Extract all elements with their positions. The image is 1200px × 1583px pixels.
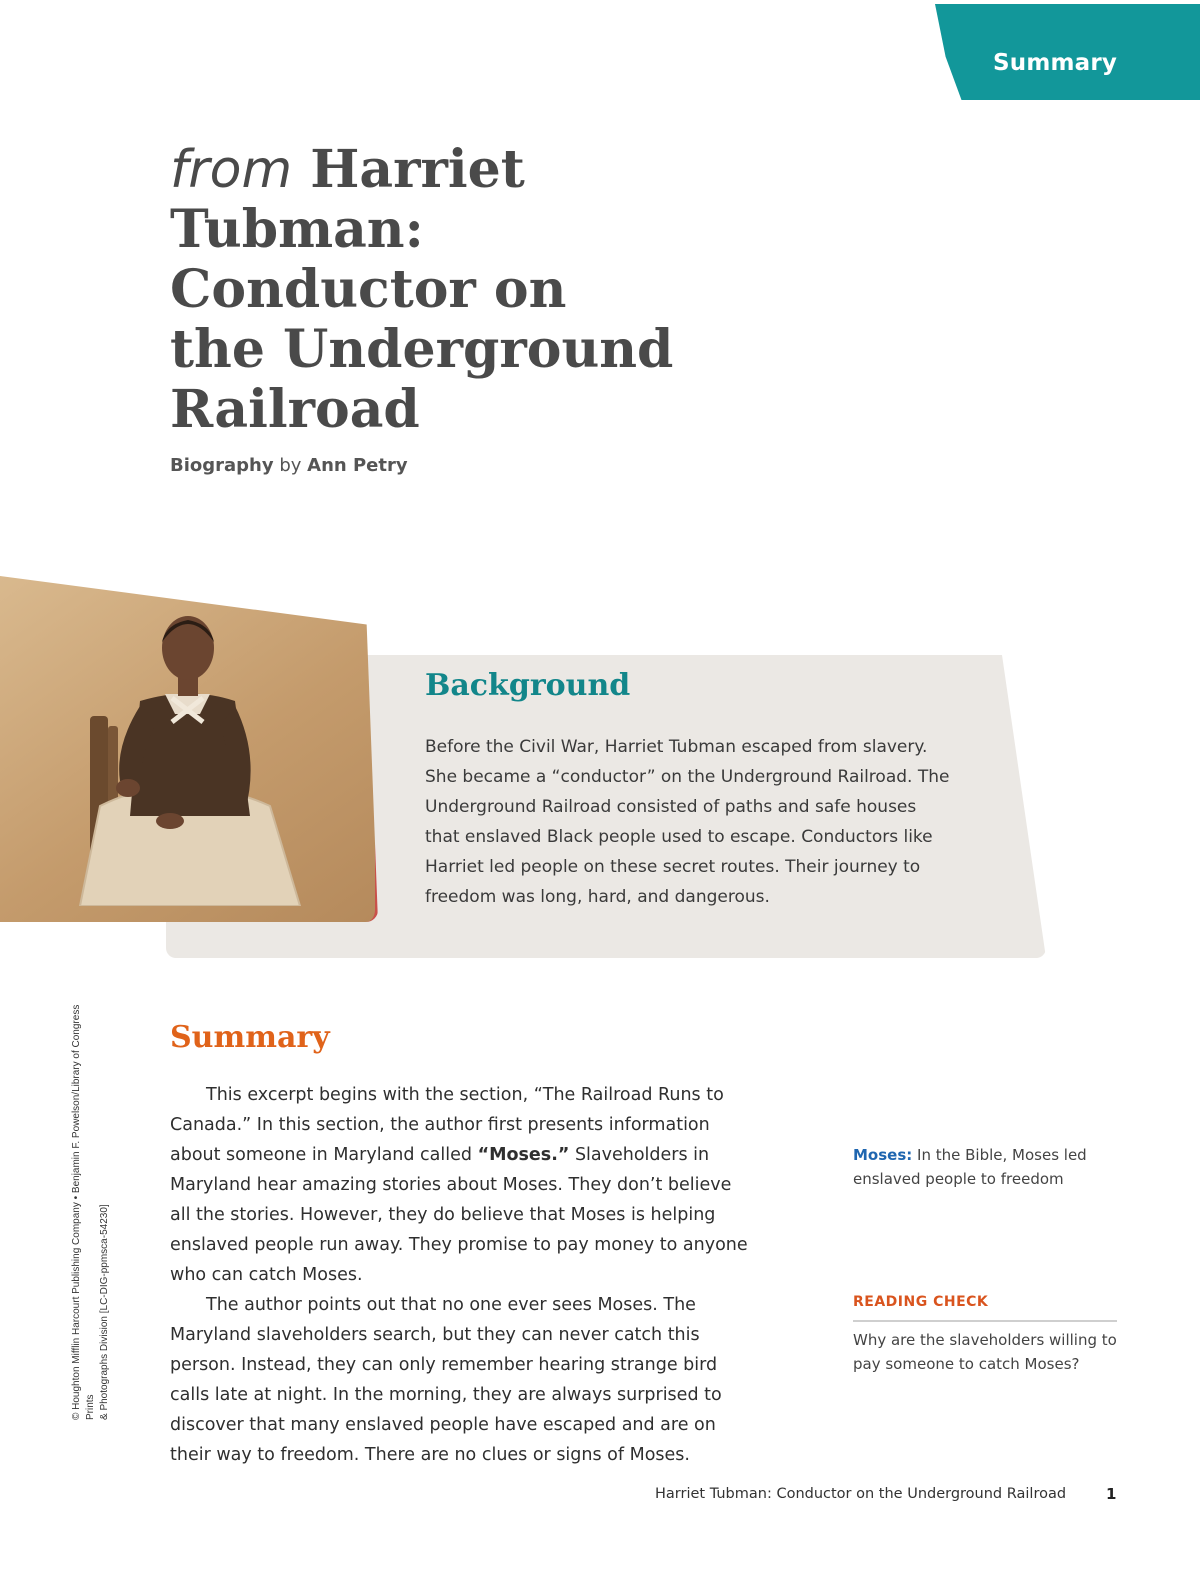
reading-check-divider xyxy=(853,1320,1117,1322)
background-text: Before the Civil War, Harriet Tubman escaped from slavery. She became a “conductor” on the Underground Railroad. The Underground Railroad consisted of paths and safe houses that enslaved Black people used to escape. Conductors like Harriet led people on these secret routes. Their journey to freedom was long, hard, and dangerous. xyxy=(425,737,950,907)
summary-p1-part-a: This excerpt begins with the section, “The Railroad Runs to Canada.” In this section, the author first presents information about someone in Maryland called xyxy=(170,1085,724,1165)
summary-paragraph-1 xyxy=(170,1080,770,1290)
page-number: 1 xyxy=(1106,1485,1117,1503)
author-name: Ann Petry xyxy=(307,455,408,476)
summary-body xyxy=(170,1080,770,1470)
byline xyxy=(170,455,408,476)
photo-credit-line-2: & Photographs Division [LC-DIG-ppmsca-54230] xyxy=(99,1204,110,1420)
page-title xyxy=(170,140,770,440)
genre-label: Biography xyxy=(170,455,274,476)
footer-title: Harriet Tubman: Conductor on the Underground Railroad xyxy=(655,1486,1067,1502)
title-line-5: Railroad xyxy=(170,379,420,440)
photo-credit xyxy=(70,980,120,1420)
portrait-figure-illustration xyxy=(60,606,320,906)
by-word: by xyxy=(279,455,302,476)
vocab-note xyxy=(853,1143,1118,1191)
photo-credit-text xyxy=(70,980,112,1420)
reading-check-question: Why are the slaveholders willing to pay someone to catch Moses? xyxy=(853,1331,1117,1373)
summary-paragraph-2: The author points out that no one ever sees Moses. The Maryland slaveholders search, but they can never catch this person. Instead, they can only remember hearing strange bird calls late at night. In the morning, they are always surprised to discover that many enslaved people have escaped and are on their way to freedom. There are no clues or signs of Moses. xyxy=(170,1295,722,1465)
vocab-note-definition: In the Bible, Moses led enslaved people to freedom xyxy=(853,1146,1087,1188)
summary-p1-part-b: Slaveholders in Maryland hear amazing stories about Moses. They don’t believe all the stories. However, they do believe that Moses is helping enslaved people run away. They promise to pay money to anyone who can catch Moses. xyxy=(170,1145,748,1285)
section-tab-label: Summary xyxy=(993,50,1118,76)
title-prefix: from xyxy=(170,140,293,200)
summary-heading: Summary xyxy=(170,1020,330,1055)
title-line-2: Tubman: xyxy=(170,199,424,260)
photo-credit-line-1: © Houghton Mifflin Harcourt Publishing Company • Benjamin F. Powelson/Library of Congress Prints xyxy=(71,1004,96,1420)
background-heading: Background xyxy=(425,668,631,703)
title-line-3: Conductor on xyxy=(170,259,567,320)
portrait-photo xyxy=(0,576,378,922)
title-line-1: Harriet xyxy=(310,139,525,200)
vocab-note-term: Moses: xyxy=(853,1146,913,1164)
reading-check-label: READING CHECK xyxy=(853,1294,989,1310)
title-line-4: the Underground xyxy=(170,319,674,380)
moses-term: “Moses.” xyxy=(477,1145,570,1165)
